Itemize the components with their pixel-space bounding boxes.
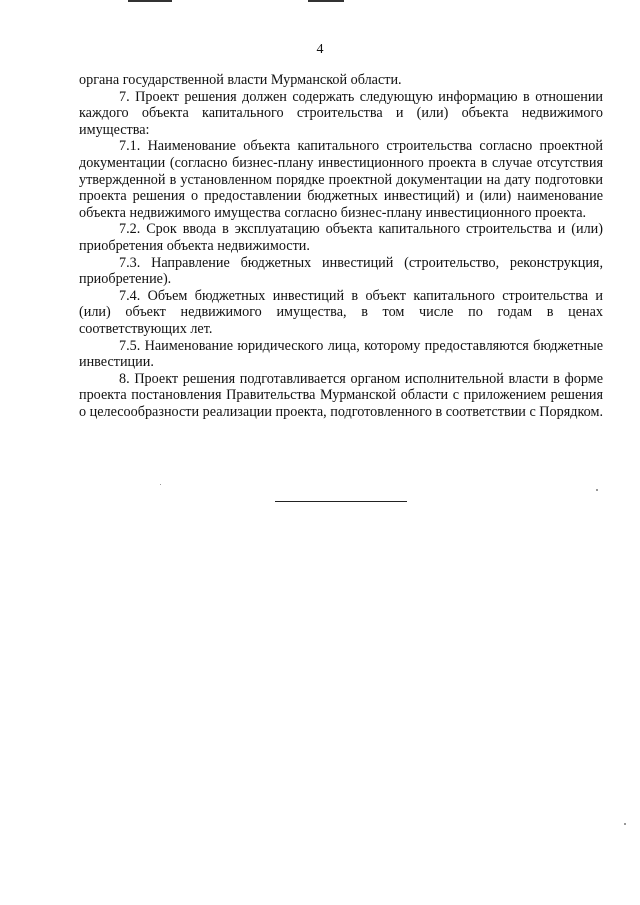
end-of-document-rule: [275, 501, 407, 502]
document-body: [79, 72, 603, 420]
page-number: 4: [316, 42, 324, 57]
paragraph-8: 8. Проект решения подготавливается органом исполнительной власти в форме проекта постановления Правительства Мурманской области с приложением решения о целесообразности реализации проекта, подготовленного в соответствии с Порядком.: [79, 370, 603, 420]
scan-speck: [160, 484, 161, 485]
paragraph-7-3: 7.3. Направление бюджетных инвестиций (строительство, реконструкция, приобретение).: [79, 254, 603, 288]
scan-speck: [624, 823, 626, 825]
scan-speck: [596, 489, 598, 491]
paragraph-7-5: 7.5. Наименование юридического лица, которому предоставляются бюджетные инвестиции.: [79, 337, 603, 371]
paragraph-7-1: 7.1. Наименование объекта капитального строительства согласно проектной документации (согласно бизнес-плану инвестиционного проекта в случае отсутствия утвержденной в установленном порядке проектной документации на дату подготовки проекта решения о предоставлении бюджетных инвестиций) и (или) наименование объекта недвижимого имущества согласно бизнес-плану инвестиционного проекта.: [79, 138, 603, 221]
paragraph-7: 7. Проект решения должен содержать следующую информацию в отношении каждого объекта капитального строительства и (или) объекта недвижимого имущества:: [79, 88, 603, 138]
paragraph-7-4: 7.4. Объем бюджетных инвестиций в объект капитального строительства и (или) объект недвижимого имущества, в том числе по годам в ценах соответствующих лет.: [79, 287, 603, 337]
top-scan-rule-right: [308, 0, 344, 2]
top-scan-rule-left: [128, 0, 172, 2]
paragraph-continuation: органа государственной власти Мурманской области.: [79, 72, 402, 88]
paragraph-7-2: 7.2. Срок ввода в эксплуатацию объекта капитального строительства и (или) приобретения объекта недвижимости.: [79, 221, 603, 254]
